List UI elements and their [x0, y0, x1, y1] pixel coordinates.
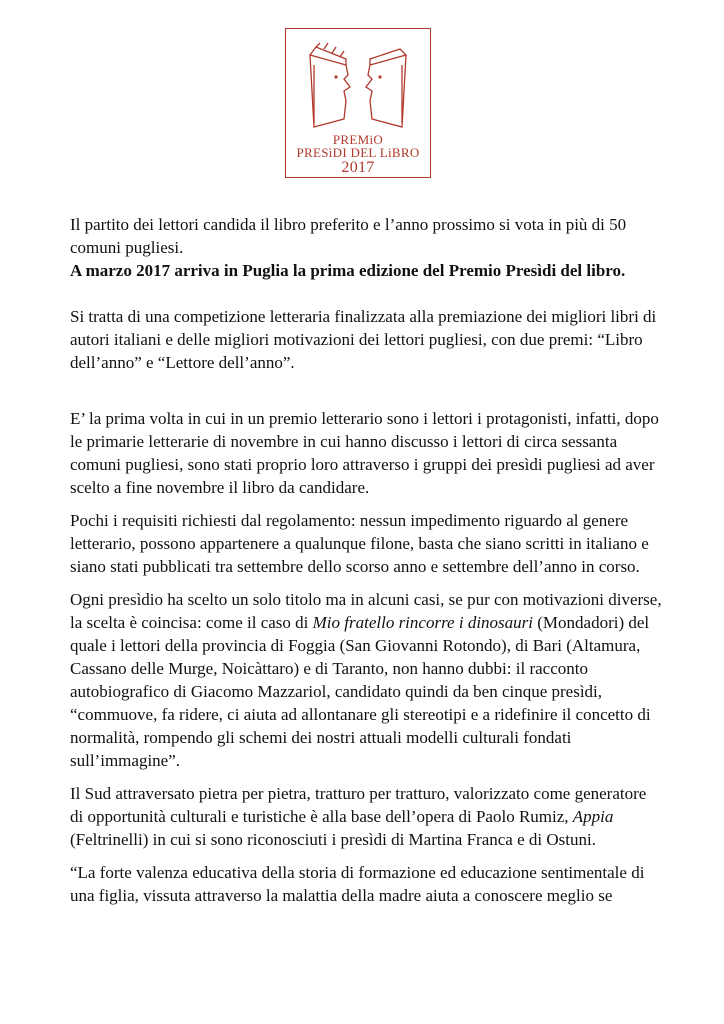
intro-paragraph: Il partito dei lettori candida il libro preferito e l’anno prossimo si vota in più di 50 comuni pugliesi. — [70, 215, 627, 257]
logo-line-presidi: PRESìDI DEL LiBRO — [296, 145, 420, 160]
choice-paragraph — [70, 588, 662, 772]
premio-logo — [285, 28, 431, 178]
protagonists-paragraph: E’ la prima volta in cui in un premio letterario sono i lettori i protagonisti, infatti, dopo le primarie letterarie di novembre in cui hanno discusso i lettori di circa sessanta comuni pugliesi, sono stati proprio loro attraverso i gruppi dei presìdi pugliesi ad aver scelto a fine novembre il libro da candidare. — [70, 409, 659, 497]
south-text-b: (Feltrinelli) in cui si sono riconosciuti i presìdi di Martina Franca e di Ostuni. — [70, 830, 596, 849]
two-books-faces-icon — [286, 35, 430, 135]
book-title-appia: Appia — [572, 807, 614, 826]
logo-line-year: 2017 — [341, 159, 375, 176]
logo-title — [286, 133, 430, 177]
book-title-mio-fratello: Mio fratello rincorre i dinosauri — [312, 613, 533, 632]
description-paragraph: Si tratta di una competizione letteraria finalizzata alla premiazione dei migliori libri di autori italiani e delle migliori motivazioni dei lettori pugliesi, con due premi: “Libro dell’anno” e “Lettore dell’anno”. — [70, 307, 657, 372]
logo-line-premio: PREMiO — [332, 132, 384, 147]
south-paragraph — [70, 782, 662, 851]
choice-text-a: Ogni presìdio ha scelto un solo titolo ma in alcuni casi, se pur con motivazioni diverse, la scelta è coincisa: come il caso di — [70, 590, 662, 632]
south-text-a: Il Sud attraversato pietra per pietra, tratturo per tratturo, valorizzato come generatore di opportunità culturali e turistiche è alla base dell’opera di Paolo Rumiz, — [70, 784, 647, 826]
requirements-paragraph: Pochi i requisiti richiesti dal regolamento: nessun impedimento riguardo al genere letterario, possono appartenere a qualunque filone, basta che siano scritti in italiano e siano stati pubblicati tra settembre dello scorso anno e settembre dell’anno in corso. — [70, 511, 649, 576]
choice-text-b: (Mondadori) del quale i lettori della provincia di Foggia (San Giovanni Rotondo), di Bari (Altamura, Cassano delle Murge, Noicàttaro) e di Taranto, non hanno dubbi: il racconto autobiografico di Giacomo Mazzariol, candidato quindi da ben cinque presìdi, “commuove, fa ridere, ci aiuta ad allontanare gli stereotipi e a ridefinire il concetto di normalità, rompendo gli schemi dei nostri attuali modelli culturali fondati sull’immagine”. — [70, 613, 651, 770]
quote-paragraph: “La forte valenza educativa della storia di formazione ed educazione sentimentale di una figlia, vissuta attraverso la malattia della madre aiuta a conoscere meglio se — [70, 863, 645, 905]
headline-paragraph: A marzo 2017 arriva in Puglia la prima edizione del Premio Presìdi del libro. — [70, 261, 626, 280]
document-body — [70, 213, 662, 907]
